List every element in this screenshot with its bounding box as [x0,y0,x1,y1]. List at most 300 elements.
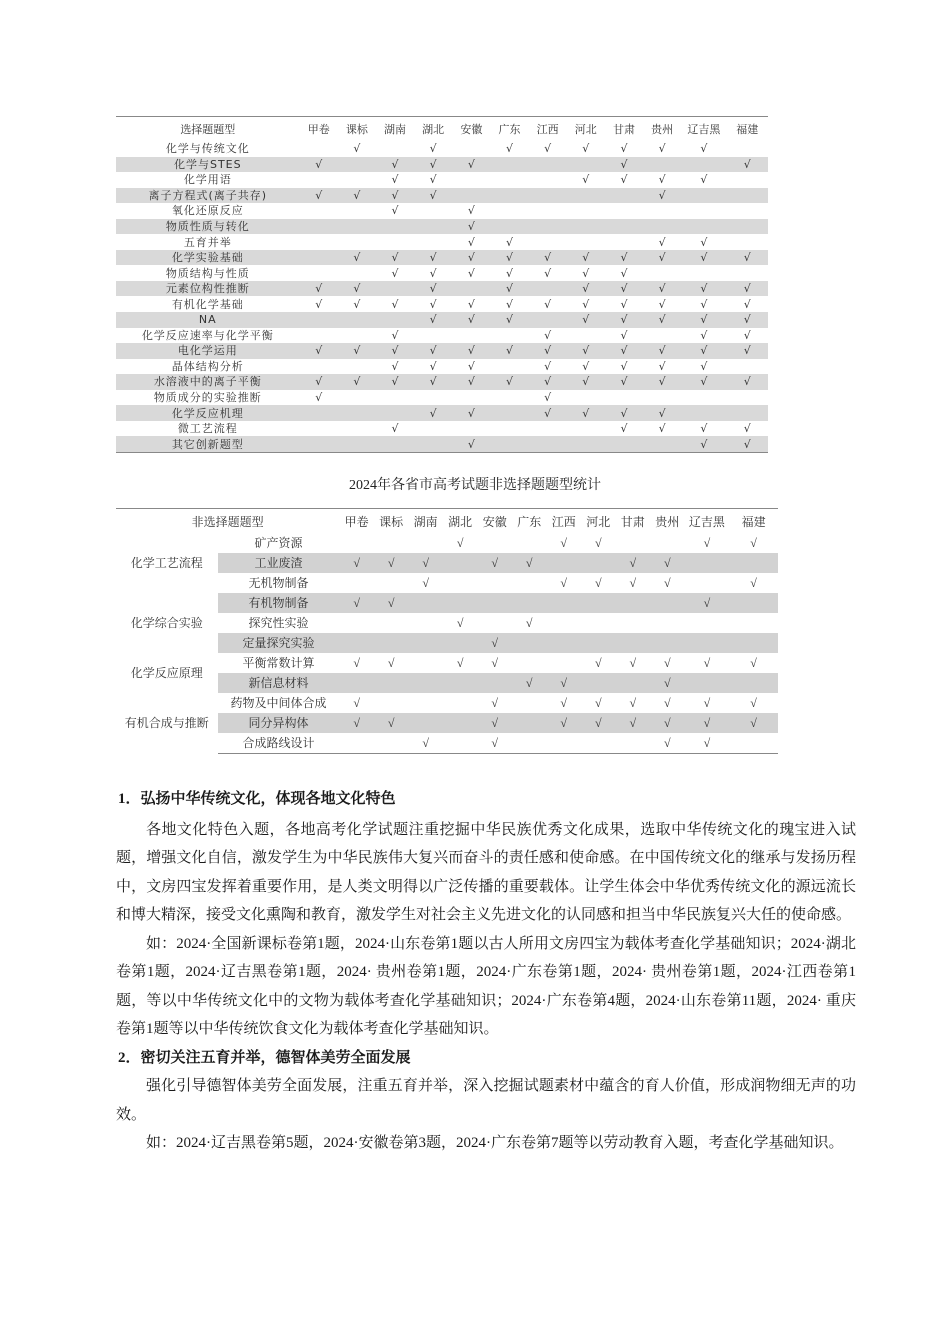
table2-group-label: 化学反应原理 [116,653,218,693]
table2-check-cell: √ [422,576,429,590]
table1-row [116,343,768,359]
table2-check-cell: √ [650,733,685,754]
table1-check-cell [490,203,528,219]
table1-check-cell [376,219,414,235]
table2-check-cell [616,533,651,553]
table2-check-cell [443,713,478,733]
table1-check-cell: √ [376,250,414,266]
table2-row-label: 药物及中间体合成 [230,696,327,710]
table1-check-cell: √ [605,312,643,328]
table1-row-label: 化学实验基础 [116,250,300,266]
table1-check-cell: √ [681,343,726,359]
table1-header-province: 河北 [567,117,605,142]
table1-check-cell [300,436,338,452]
table1-check-cell: √ [743,297,751,311]
table1-header-province: 甘肃 [605,117,643,142]
table2-check-cell [729,633,778,653]
table1-check-cell: √ [391,328,399,342]
table1-check-cell: √ [338,281,376,297]
non-choice-type-table [116,508,778,754]
table2-check-cell [374,613,409,633]
table1-check-cell [643,436,681,452]
table1-check-cell: √ [605,405,643,421]
table1-check-cell: √ [582,297,590,311]
table1-check-cell: √ [452,405,490,421]
table1-header-province: 安徽 [452,117,490,142]
table2-check-cell [374,633,409,653]
table1-check-cell: √ [605,343,643,359]
table1-check-cell [338,172,376,188]
table2-row-label: 合成路线设计 [218,733,340,754]
table2-check-cell [408,533,443,553]
table1-check-cell: √ [300,188,338,204]
table1-check-cell [567,328,605,344]
table1-row-label: 其它创新题型 [116,436,300,452]
table1-check-cell: √ [429,359,437,373]
section1-heading: 1．弘扬中华传统文化，体现各地文化特色 [118,791,396,807]
section1 [116,785,856,1158]
table2-check-cell [443,593,478,613]
table2-check-cell [408,713,443,733]
table1-check-cell [643,157,681,173]
table1-check-cell: √ [391,266,399,280]
table2-row-label: 无机物制备 [248,576,309,590]
table2-row [116,533,778,553]
table1-check-cell [338,405,376,421]
table1-check-cell: √ [505,142,513,156]
table1-check-cell: √ [452,250,490,266]
table1-check-cell: √ [429,173,437,187]
table1-check-cell [529,421,567,437]
table1-row-label: 化学反应机理 [116,405,300,421]
table1-check-cell: √ [605,281,643,297]
multiple-choice-type-table [116,116,768,453]
table1-check-cell [414,328,452,344]
table1-check-cell: √ [414,374,452,390]
table2-check-cell [408,653,443,673]
table1-check-cell [643,219,681,235]
table2-check-cell: √ [546,713,581,733]
table2-check-cell: √ [650,553,685,573]
table1-check-cell [727,405,768,421]
table1-check-cell [529,281,567,297]
table2-row [116,653,778,673]
table1-check-cell: √ [544,328,552,342]
table1-row [116,405,768,421]
table2-check-cell: √ [456,656,464,670]
table1-check-cell [300,141,338,157]
table1-check-cell [727,234,768,250]
table1-check-cell [605,188,643,204]
table1-check-cell: √ [681,436,726,452]
table1-check-cell [490,328,528,344]
table2-check-cell [512,713,547,733]
table2-check-cell [339,673,374,693]
table1-check-cell [567,234,605,250]
table1-row-label: 离子方程式(离子共存) [116,188,300,204]
table2-check-cell: √ [629,576,637,590]
table2-header-row [116,509,778,534]
table1-check-cell: √ [505,235,513,249]
table1-check-cell: √ [414,281,452,297]
table1-check-cell: √ [376,157,414,173]
table2-header-province: 安徽 [477,509,512,534]
table1-check-cell [300,265,338,281]
table2-check-cell: √ [339,593,374,613]
table2-check-cell: √ [663,656,671,670]
section1-paragraph1: 各地文化特色入题，各地高考化学试题注重挖掘中华民族优秀文化成果，选取中华传统文化的瑰宝进入试题，增强文化自信，激发学生为中华民族伟大复兴而奋斗的责任感和使命感。在中国传统文化的继承与发扬历程中，文房四宝发挥着重要作用，是人类文明得以广泛传播的重要载体。让学生体会中华优秀传统文化的源远流长和博大精深，接受文化熏陶和教育，激发学生对社会主义先进文化的认同感和担当中华民族复兴大任的使命感。 [116,821,856,923]
table2-check-cell: √ [512,673,547,693]
table1-check-cell [727,188,768,204]
table2-check-cell [650,633,685,653]
table1-check-cell: √ [338,343,376,359]
table1-row-label: 水溶液中的离子平衡 [116,374,300,390]
table2-check-cell [581,673,616,693]
table1-check-cell: √ [727,281,768,297]
table1-check-cell: √ [467,297,475,311]
table1-check-cell: √ [700,173,708,187]
table1-row [116,188,768,204]
table1-check-cell: √ [727,312,768,328]
table1-check-cell [727,172,768,188]
table1-check-cell [605,203,643,219]
table1-check-cell: √ [643,281,681,297]
table1-check-cell: √ [643,374,681,390]
table1-check-cell: √ [490,281,528,297]
table1-check-cell [643,203,681,219]
table2-check-cell [443,573,478,593]
table1-check-cell: √ [544,297,552,311]
table1-check-cell: √ [727,250,768,266]
table1-check-cell [681,188,726,204]
table1-check-cell [529,172,567,188]
table1-check-cell: √ [605,250,643,266]
table2-check-cell: √ [650,713,685,733]
table1-check-cell: √ [338,250,376,266]
table1-check-cell: √ [643,250,681,266]
table1-check-cell: √ [505,297,513,311]
table1-check-cell: √ [681,250,726,266]
table2-header-category: 非选择题题型 [116,509,339,534]
table1-check-cell [338,436,376,452]
table1-check-cell: √ [300,157,338,173]
table1-check-cell: √ [567,374,605,390]
section1-paragraph2: 如：2024·全国新课标卷第1题，2024·山东卷第1题以古人所用文房四宝为载体考查化学基础知识；2024·湖北卷第1题，2024·辽吉黑卷第1题，2024· 贵州卷第1题，2024·广东卷第1题，2024· 贵州卷第1题，2024·江西卷第1题，等以中华传统文化中的文物为载体考查化学基础知识；2024·广东卷第4题，2024·山东卷第11题，2024· 重庆卷第1题等以中华传统饮食文化为载体考查化学基础知识。 [116,935,856,1037]
table1-check-cell: √ [544,359,552,373]
table1-check-cell [567,390,605,406]
table1-check-cell: √ [414,312,452,328]
table1-check-cell: √ [605,374,643,390]
table1-row [116,141,768,157]
table1-check-cell [338,203,376,219]
table1-check-cell [452,281,490,297]
table1-check-cell [529,188,567,204]
table2-check-cell [581,733,616,754]
table1-check-cell: √ [452,312,490,328]
table2-row [116,693,778,713]
table2-check-cell [685,553,730,573]
table2-check-cell: √ [477,713,512,733]
table1-check-cell: √ [414,250,452,266]
table1-check-cell: √ [529,405,567,421]
table2-check-cell [650,593,685,613]
table1-header-province: 贵州 [643,117,681,142]
table1-check-cell [529,203,567,219]
table1-check-cell [727,141,768,157]
table2-check-cell [729,733,778,754]
table1-check-cell [605,234,643,250]
table1-check-cell [300,172,338,188]
table2-check-cell [374,733,409,754]
table1-row [116,436,768,452]
table2-check-cell: √ [546,673,581,693]
table2-check-cell [374,573,409,593]
table1-header-category: 选择题题型 [116,117,300,142]
table1-header-row [116,117,768,142]
table1-check-cell: √ [467,204,475,218]
table1-check-cell [605,436,643,452]
table1-header-province: 课标 [338,117,376,142]
table1-check-cell: √ [643,405,681,421]
table1-check-cell: √ [429,142,437,156]
table2-check-cell [685,613,730,633]
table1-check-cell: √ [452,436,490,452]
table2-check-cell [729,613,778,633]
table2-check-cell [477,613,512,633]
table1-check-cell [452,141,490,157]
table1-check-cell: √ [605,157,643,173]
table1-check-cell [727,203,768,219]
table2-check-cell [512,533,547,553]
table1-check-cell [727,359,768,375]
table1-check-cell: √ [467,235,475,249]
table2-check-cell: √ [703,696,711,710]
table1-check-cell: √ [391,297,399,311]
table1-row-label: 微工艺流程 [177,422,238,436]
table1-check-cell: √ [700,422,708,436]
table1-header-province: 湖南 [376,117,414,142]
table2-check-cell [616,593,651,613]
table1-check-cell [681,265,726,281]
table1-check-cell [300,421,338,437]
table1-check-cell: √ [467,359,475,373]
table2-check-cell: √ [339,713,374,733]
table1-check-cell [300,219,338,235]
table1-check-cell [490,390,528,406]
table2-group-label: 化学综合实验 [116,593,218,653]
table2-check-cell: √ [594,536,602,550]
table1-check-cell [529,234,567,250]
table1-check-cell: √ [490,343,528,359]
table2-check-cell [443,733,478,754]
table1-check-cell [414,390,452,406]
table2-check-cell: √ [629,656,637,670]
table2-check-cell: √ [408,733,443,754]
table1-check-cell: √ [429,297,437,311]
table2-header-province: 江西 [546,509,581,534]
table1-check-cell: √ [727,157,768,173]
table2-header-province: 广东 [512,509,547,534]
table1-check-cell: √ [391,359,399,373]
table1-check-cell: √ [658,359,666,373]
table2-check-cell [650,613,685,633]
table2-check-cell [477,673,512,693]
table2-check-cell [443,633,478,653]
table1-row [116,359,768,375]
table1-check-cell: √ [544,266,552,280]
table2-check-cell [374,693,409,713]
table1-check-cell [490,359,528,375]
table1-check-cell: √ [490,374,528,390]
table1-check-cell [338,234,376,250]
table1-check-cell: √ [658,297,666,311]
table2-check-cell [616,633,651,653]
table2-check-cell [581,593,616,613]
table1-row [116,265,768,281]
table2-check-cell [546,593,581,613]
table1-check-cell: √ [743,328,751,342]
table2-check-cell: √ [353,656,360,670]
table2-group-label: 有机合成与推断 [116,693,218,754]
table1-check-cell [414,436,452,452]
table2-check-cell [408,613,443,633]
table2-check-cell: √ [408,553,443,573]
table2-header-province: 湖南 [408,509,443,534]
table2-check-cell: √ [750,696,757,710]
table2-check-cell [512,653,547,673]
table2-check-cell [729,553,778,573]
table1-check-cell: √ [620,422,628,436]
table2-check-cell: √ [374,593,409,613]
table2-row-label: 平衡常数计算 [242,656,315,670]
table1-check-cell: √ [681,374,726,390]
table1-row [116,234,768,250]
table2-check-cell: √ [512,553,547,573]
table1-check-cell: √ [391,422,399,436]
table2-check-cell [512,693,547,713]
table2-check-cell: √ [560,696,568,710]
table1-header-province: 辽吉黑 [681,117,726,142]
table2-check-cell [616,673,651,693]
table2-check-cell: √ [703,656,711,670]
table1-check-cell [452,390,490,406]
table2-check-cell [581,633,616,653]
table1-check-cell: √ [620,173,628,187]
table1-check-cell: √ [700,235,708,249]
table2-check-cell: √ [703,536,711,550]
table1-check-cell [376,234,414,250]
section2-paragraph2: 如：2024·辽吉黑卷第5题，2024·安徽卷第3题，2024·广东卷第7题等以劳动教育入题，考查化学基础知识。 [146,1135,844,1151]
table2-check-cell [729,593,778,613]
table1-check-cell [681,203,726,219]
table1-check-cell [727,265,768,281]
table2-check-cell: √ [629,696,637,710]
table2-row-label: 有机物制备 [218,593,340,613]
table1-check-cell: √ [567,405,605,421]
table1-check-cell: √ [582,359,590,373]
table1-check-cell [300,250,338,266]
table2-check-cell [339,633,374,653]
table1-check-cell [529,312,567,328]
table1-check-cell: √ [315,297,323,311]
table2-check-cell [408,673,443,693]
table1-check-cell: √ [414,157,452,173]
table1-check-cell [338,359,376,375]
table1-check-cell: √ [544,391,552,405]
table1-check-cell: √ [567,312,605,328]
table2-check-cell [443,553,478,573]
table1-check-cell [338,157,376,173]
table1-check-cell [567,436,605,452]
table2-header-province: 甲卷 [339,509,374,534]
table1-check-cell: √ [376,188,414,204]
table1-check-cell: √ [529,250,567,266]
table1-check-cell [452,421,490,437]
table1-row-label: 元素位构性推断 [116,281,300,297]
table1-check-cell: √ [467,266,475,280]
table1-check-cell [300,312,338,328]
table1-check-cell: √ [353,297,361,311]
table1-check-cell: √ [567,281,605,297]
table1-check-cell: √ [643,312,681,328]
table2-header-province: 福建 [729,509,778,534]
table2-check-cell [512,633,547,653]
table2-check-cell: √ [750,536,757,550]
table1-row [116,421,768,437]
table1-check-cell [338,219,376,235]
table1-check-cell: √ [300,343,338,359]
table1-check-cell: √ [452,343,490,359]
table1-check-cell: √ [700,328,708,342]
table2-check-cell: √ [456,616,464,630]
table1-check-cell [376,312,414,328]
table1-check-cell: √ [529,343,567,359]
table1-check-cell: √ [338,374,376,390]
table1-check-cell: √ [582,142,590,156]
table1-check-cell [567,157,605,173]
table1-check-cell: √ [582,266,590,280]
table1-check-cell [681,405,726,421]
table2-check-cell [408,593,443,613]
table2-check-cell [546,733,581,754]
table2-check-cell: √ [560,576,568,590]
table1-check-cell [490,405,528,421]
table2-row-label: 定量探究实验 [218,633,340,653]
table1-check-cell: √ [643,343,681,359]
table1-check-cell: √ [414,343,452,359]
table1-row-label: 物质成分的实验推断 [153,391,262,405]
table2-check-cell [650,533,685,553]
table1-check-cell [300,328,338,344]
table2-check-cell [616,613,651,633]
table1-row-label: 五育并举 [183,235,232,249]
table2-check-cell [546,613,581,633]
table2-check-cell: √ [685,733,730,754]
table1-check-cell: √ [505,266,513,280]
table1-check-cell [452,172,490,188]
table1-check-cell [529,436,567,452]
table2-check-cell [581,613,616,633]
table2-check-cell: √ [339,553,374,573]
table1-check-cell [414,421,452,437]
table1-check-cell [567,219,605,235]
table1-row-label: 物质性质与转化 [116,219,300,235]
table1-check-cell [490,421,528,437]
table1-check-cell: √ [353,142,361,156]
table2-header-province: 甘肃 [616,509,651,534]
table1-check-cell: √ [582,173,590,187]
table1-check-cell [490,436,528,452]
